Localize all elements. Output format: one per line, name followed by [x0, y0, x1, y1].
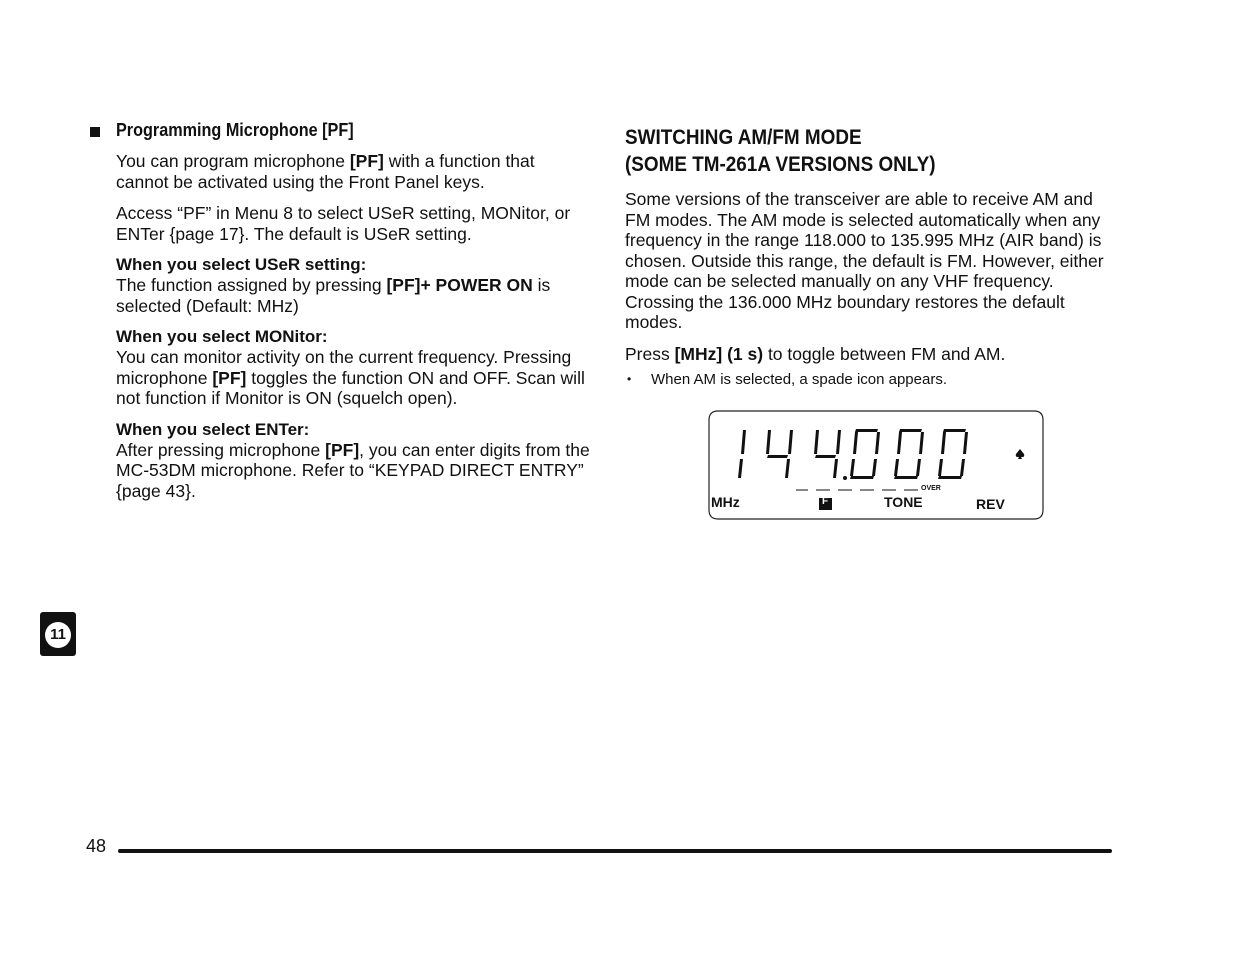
right-column	[625, 124, 1115, 389]
lcd-display	[708, 410, 1044, 520]
spade-note: • When AM is selected, a spade icon appears.	[627, 371, 948, 388]
enter-paragraph: After pressing microphone [PF], you can enter digits from the MC-53DM microphone. Refer to “KEYPAD DIRECT ENTRY” {page 43}.	[116, 439, 590, 501]
note-bullet-icon: •	[627, 372, 632, 386]
over-label: OVER	[921, 485, 941, 492]
spade-icon	[1016, 449, 1025, 459]
square-bullet-icon	[90, 127, 100, 137]
user-setting-paragraph: The function assigned by pressing [PF]+ POWER ON is selected (Default: MHz)	[116, 275, 551, 316]
monitor-paragraph: You can monitor activity on the current frequency. Pressing microphone [PF] toggles the function ON and OFF. Scan will not function if Monitor is ON (squelch open).	[116, 347, 585, 408]
access-paragraph: Access “PF” in Menu 8 to select USeR setting, MONitor, or ENTer {page 17}. The default is USeR setting.	[116, 203, 571, 244]
section-title: Programming Microphone [PF]	[116, 120, 354, 140]
chapter-number: 11	[45, 622, 71, 648]
lcd-digits-icon	[738, 429, 968, 480]
rev-label: REV	[976, 496, 1005, 512]
section-heading	[90, 120, 590, 141]
f-indicator-label: F	[822, 496, 829, 507]
mhz-label: MHz	[711, 494, 740, 510]
footer-rule	[118, 849, 1112, 853]
intro-paragraph: You can program microphone [PF] with a function that cannot be activated using the Front Panel keys.	[116, 151, 535, 192]
page-number: 48	[86, 836, 107, 856]
chapter-tab	[40, 612, 76, 656]
user-setting-heading: When you select USeR setting:	[116, 255, 367, 274]
enter-heading: When you select ENTer:	[116, 419, 310, 439]
am-fm-paragraph: Some versions of the transceiver are able to receive AM and FM modes. The AM mode is selected automatically when any frequency in the range 118.000 to 135.995 MHz (AIR band) is chosen. Outside this range, the default is FM. However, either mode can be selected manually on any VHF frequency. Crossing the 136.000 MHz boundary restores the default modes.	[625, 189, 1104, 332]
left-column	[90, 120, 590, 501]
press-instruction: Press [MHz] (1 s) to toggle between FM and AM.	[625, 343, 1006, 364]
tone-label: TONE	[884, 494, 923, 510]
page-title: SWITCHING AM/FM MODE (SOME TM-261A VERSIONS ONLY)	[625, 126, 936, 176]
monitor-heading: When you select MONitor:	[116, 327, 328, 346]
